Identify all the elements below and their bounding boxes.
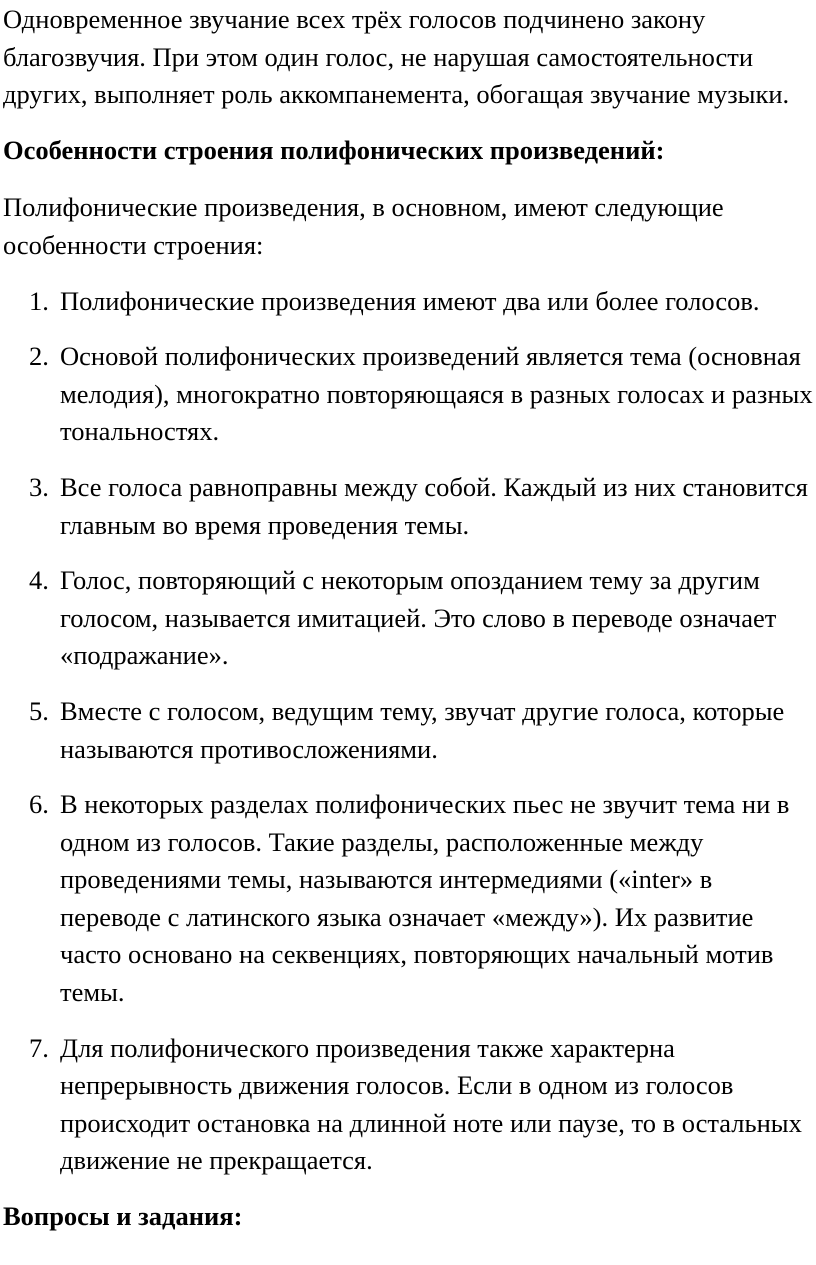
list-item-text: Все голоса равноправны между собой. Каждый из них становится главным во время проведения темы. [60,471,808,540]
section-heading: Особенности строения полифонических произведений: [3,134,665,165]
features-list [3,283,815,1180]
list-item-text: Голос, повторяющий с некоторым опозданием тему за другим голосом, называется имитацией. Это слово в переводе означает «подражание». [60,565,777,671]
list-item [3,786,815,1012]
list-item [3,283,815,321]
list-item-text: Основой полифонических произведений является тема (основная мелодия), многократно повторяющаяся в разных голосах и разных тональностях. [60,341,813,447]
list-item-number: 1. [29,285,49,316]
list-item [3,469,815,544]
list-item [3,1030,815,1180]
list-item [3,338,815,451]
list-item-number: 5. [29,695,49,726]
section-intro-paragraph: Полифонические произведения, в основном, имеют следующие особенности строения: [3,192,724,260]
questions-heading: Вопросы и задания: [3,1201,243,1232]
list-item [3,562,815,675]
list-item-text: Вместе с голосом, ведущим тему, звучат другие голоса, которые называются противосложениями. [60,695,785,764]
list-item-text: Для полифонического произведения также характерна непрерывность движения голосов. Если в одном из голосов происходит остановка на длинной ноте или паузе, то в остальных движение не прекращается. [60,1032,802,1176]
list-item [3,693,815,768]
list-item-number: 7. [29,1032,49,1063]
list-item-text: Полифонические произведения имеют два или более голосов. [60,285,760,316]
list-item-number: 4. [29,565,49,596]
document-page [3,0,815,1236]
list-item-number: 3. [29,471,49,502]
intro-paragraph: Одновременное звучание всех трёх голосов подчинено закону благозвучия. При этом один голос, не нарушая самостоятельности других, выполняет роль аккомпанемента, обогащая звучание музыки. [3,4,790,110]
list-item-text: В некоторых разделах полифонических пьес не звучит тема ни в одном из голосов. Такие разделы, расположенные между проведениями темы, называются интермедиями («inter» в переводе с латинского языка означает «между»). Их развитие часто основано на секвенциях, повторяющих начальный мотив темы. [60,789,790,1008]
list-item-number: 2. [29,341,49,372]
list-item-number: 6. [29,789,49,820]
